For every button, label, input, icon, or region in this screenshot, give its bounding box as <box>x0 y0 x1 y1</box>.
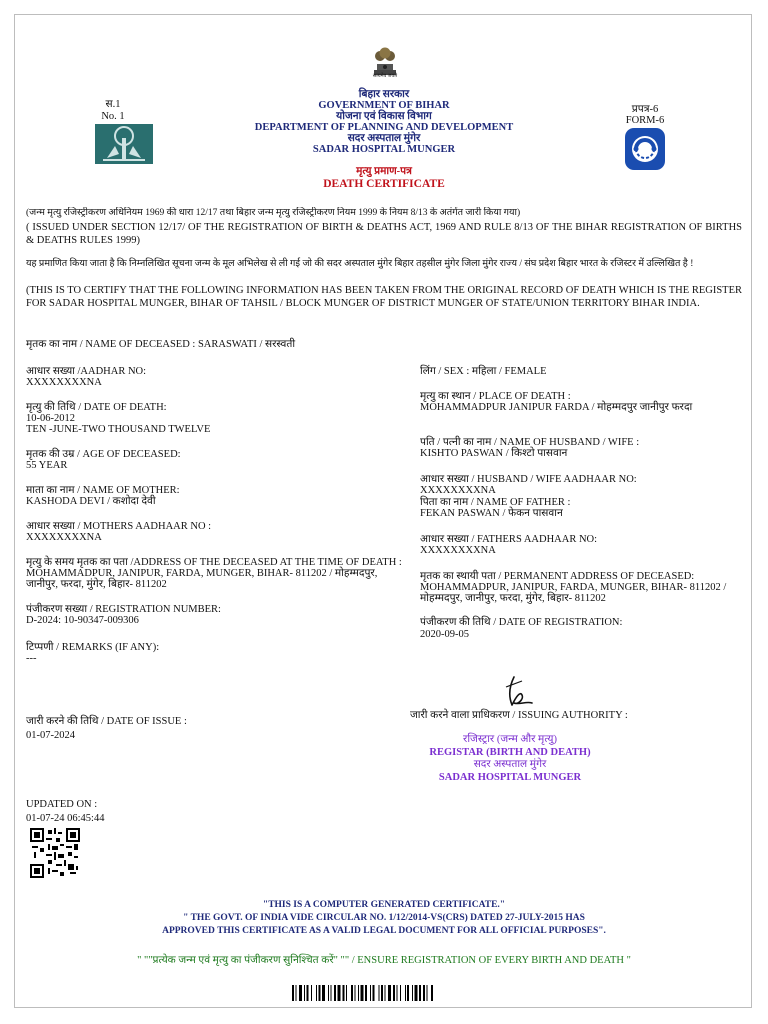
husband-aadhaar-value: XXXXXXXXNA <box>420 485 496 496</box>
aadhar-label: आधार सख्या /AADHAR NO: <box>26 366 147 377</box>
permanent-address-label: मृतक का स्थायी पता / PERMANENT ADDRESS OF DECEASED: <box>420 571 695 582</box>
hospital-english: SADAR HOSPITAL MUNGER <box>312 144 456 155</box>
form-number: FORM-6 <box>625 115 665 126</box>
department-hindi: योजना एवं विकास विभाग <box>336 111 432 122</box>
date-of-death-label: मृत्यु की तिथि / DATE OF DEATH: <box>26 402 167 413</box>
age-label: मृतक की उम्र / AGE OF DECEASED: <box>26 449 181 460</box>
remarks-value: --- <box>26 653 37 664</box>
department-english: DEPARTMENT OF PLANNING AND DEVELOPMENT <box>254 122 514 133</box>
registrar-hindi: रजिस्ट्रार (जन्म और मृत्यु) <box>463 734 557 745</box>
authority-hospital-hindi: सदर अस्पताल मुंगेर <box>473 759 547 770</box>
place-of-death-value: MOHAMMADPUR JANIPUR FARDA / मोहम्मदपुर जानीपुर फरदा <box>420 402 693 413</box>
father-aadhaar-value: XXXXXXXXNA <box>420 545 496 556</box>
registration-number-value: D-2024: 10-90347-009306 <box>26 615 139 626</box>
father-name-value: FEKAN PASWAN / फेकन पासवान <box>420 508 563 519</box>
serial-english: No. 1 <box>101 111 125 122</box>
crs-logo-icon <box>625 128 665 170</box>
issued-under-english: ( ISSUED UNDER SECTION 12/17/ OF THE REGISTRATION OF BIRTH & DEATHS ACT, 1969 AND RULE 8/13 OF THE BIHAR REGISTRATION OF BIRTHS & DEATHS RULES 1999) <box>26 222 742 246</box>
mother-aadhaar-value: XXXXXXXXNA <box>26 532 102 543</box>
mother-name-value: KASHODA DEVI / कशोदा देवी <box>26 496 156 507</box>
address-label: मृत्यु के समय मृतक का पता /ADDRESS OF THE DECEASED AT THE TIME OF DEATH : <box>26 557 402 568</box>
permanent-address-line-1: MOHAMMADPUR, JANIPUR, FARDA, MUNGER, BIHAR- 811202 / <box>420 582 727 593</box>
certificate-title: DEATH CERTIFICATE <box>323 178 445 190</box>
barcode-icon <box>292 985 478 1001</box>
form-number-hindi: प्रपत्र-6 <box>631 104 659 115</box>
hospital-hindi: सदर अस्पताल मुंगेर <box>347 133 421 144</box>
ensure-registration-note: " ""प्रत्येक जन्म एवं मृत्यु का पंजीकरण सुनिश्चित करें" "" / ENSURE REGISTRATION OF EVERY BIRTH AND DEATH " <box>137 955 631 966</box>
serial-hindi: स.1 <box>105 99 121 110</box>
bihar-tree-logo-icon <box>95 124 153 164</box>
updated-on-label: UPDATED ON : <box>26 799 98 810</box>
address-line-1: MOHAMMADPUR, JANIPUR, FARDA, MUNGER, BIHAR- 811202 / मोहम्मदपुर, <box>26 568 378 579</box>
mother-aadhaar-label: आधार सख्या / MOTHERS AADHAAR NO : <box>26 521 212 532</box>
registrar-english: REGISTAR (BIRTH AND DEATH) <box>429 747 591 758</box>
date-of-death-words: TEN -JUNE-TWO THOUSAND TWELVE <box>26 424 211 435</box>
address-line-2: जानीपुर, फरदा, मुंगेर, बिहार- 811202 <box>26 579 167 590</box>
updated-on-value: 01-07-24 06:45:44 <box>26 813 105 824</box>
husband-name-value: KISHTO PASWAN / किश्टो पासवान <box>420 448 568 459</box>
circular-note-line-1: " THE GOVT. OF INDIA VIDE CIRCULAR NO. 1/12/2014-VS(CRS) DATED 27-JULY-2015 HAS <box>183 913 585 923</box>
father-name-label: पिता का नाम / NAME OF FATHER : <box>420 497 571 508</box>
certify-english: (THIS IS TO CERTIFY THAT THE FOLLOWING INFORMATION HAS BEEN TAKEN FROM THE ORIGINAL RECORD OF DEATH WHICH IS THE REGISTER FOR SADAR HOSPITAL MUNGER, BIHAR OF TAHSIL / BLOCK MUNGER OF DISTRICT MUNGER OF STATE/UNION TERRITORY BIHAR INDIA. <box>26 285 742 309</box>
remarks-label: टिप्पणी / REMARKS (IF ANY): <box>26 642 160 653</box>
mother-name-label: माता का नाम / NAME OF MOTHER: <box>26 485 180 496</box>
date-of-issue-value: 01-07-2024 <box>26 730 75 741</box>
name-of-deceased: मृतक का नाम / NAME OF DECEASED : SARASWATI / सरस्वती <box>26 339 296 350</box>
sex-line: लिंग / SEX : महिला / FEMALE <box>420 366 547 377</box>
circular-note-line-2: APPROVED THIS CERTIFICATE AS A VALID LEGAL DOCUMENT FOR ALL OFFICIAL PURPOSES". <box>162 926 606 936</box>
registration-number-label: पंजीकरण सख्या / REGISTRATION NUMBER: <box>26 604 221 615</box>
registration-date-value: 2020-09-05 <box>420 629 469 640</box>
husband-name-label: पति / पत्नी का नाम / NAME OF HUSBAND / WIFE : <box>420 437 640 448</box>
emblem-caption: सत्यमेव जयते <box>372 74 398 79</box>
place-of-death-label: मृत्यु का स्थान / PLACE OF DEATH : <box>420 391 571 402</box>
certificate-title-hindi: मृत्यु प्रमाण-पत्र <box>356 166 412 177</box>
age-value: 55 YEAR <box>26 460 68 471</box>
father-aadhaar-label: आधार सख्या / FATHERS AADHAAR NO: <box>420 534 598 545</box>
signature-icon <box>500 675 536 711</box>
issued-under-hindi: (जन्म मृत्यु रजिस्ट्रीकरण अधिनियम 1969 की धारा 12/17 तथा बिहार जन्म मृत्यु रजिस्ट्रीकरण नियम 1999 के नियम 8/13 के अतंर्गत जारी किया गया) <box>26 208 521 218</box>
registration-date-label: पंजीकरण की तिथि / DATE OF REGISTRATION: <box>420 617 623 628</box>
authority-hospital-english: SADAR HOSPITAL MUNGER <box>438 772 582 783</box>
issuing-authority-label: जारी करने वाला प्राधिकरण / ISSUING AUTHORITY : <box>410 710 628 721</box>
husband-aadhaar-label: आधार सख्या / HUSBAND / WIFE AADHAAR NO: <box>420 474 637 485</box>
state-hindi: बिहार सरकार <box>358 89 410 100</box>
qr-code-icon <box>30 828 80 878</box>
date-of-issue-label: जारी करने की तिथि / DATE OF ISSUE : <box>26 716 187 727</box>
date-of-death-value: 10-06-2012 <box>26 413 75 424</box>
state-english: GOVERNMENT OF BIHAR <box>318 100 450 111</box>
aadhar-value: XXXXXXXXNA <box>26 377 102 388</box>
permanent-address-line-2: मोहम्मदपुर, जानीपुर, फरदा, मुंगेर, बिहार- 811202 <box>420 593 606 604</box>
computer-generated-note: "THIS IS A COMPUTER GENERATED CERTIFICATE." <box>262 900 506 910</box>
certify-hindi: यह प्रमाणित किया जाता है कि निम्नलिखित सूचना जन्म के मूल अभिलेख से ली गई जो की सदर अस्पताल मुंगेर बिहार तहसील मुंगेर जिला मुंगेर राज्य / संघ प्रदेश बिहार भारत के रजिस्टर में उल्लिखित है ! <box>26 259 694 269</box>
